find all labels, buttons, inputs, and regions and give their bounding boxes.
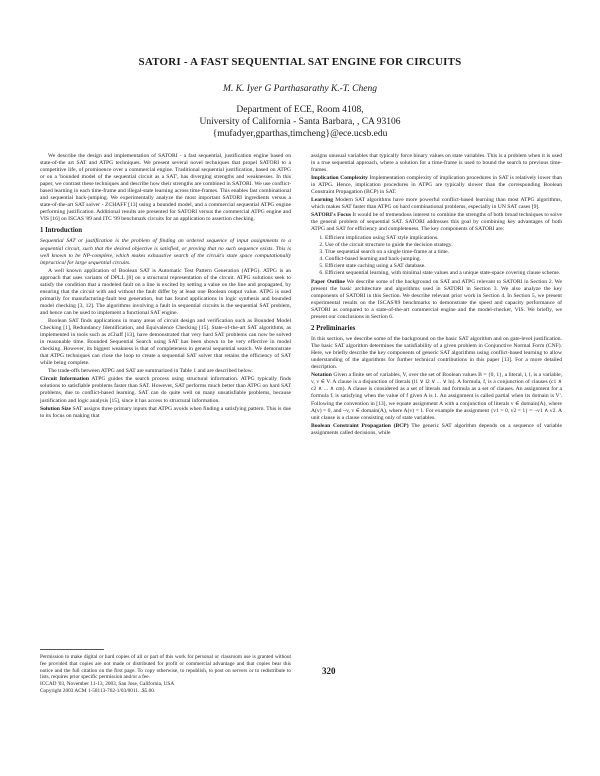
tradeoff-label: Circuit Information: [40, 376, 89, 383]
paper-authors: M. K. Iyer G Parthasarathy K.-T. Cheng: [223, 84, 377, 94]
bcp-label: Boolean Constraint Propagation (BCP): [311, 422, 409, 429]
section-heading-introduction: 1 Introduction: [40, 227, 82, 235]
footnote-divider: [40, 649, 104, 650]
page-number: 320: [322, 666, 336, 676]
conference-info: ICCAD '03, November 11-13, 2003, San Jose, California, USA: [40, 681, 175, 688]
tradeoff-label: Solution Size: [40, 405, 72, 412]
outline-label: Paper Outline: [311, 278, 345, 285]
list-item: 5. Efficient state caching using a SAT database.: [325, 263, 562, 270]
author-affiliation: [0, 104, 600, 140]
copyright-line: Copyright 2003 ACM 1-58113-762-1/03/0011...$5.00.: [40, 687, 156, 694]
author-emails: {mufadyer,gparthas,timcheng}@ece.ucsb.edu: [212, 129, 388, 139]
list-item: 3. True sequential search on a single time-frame at a time.: [325, 249, 562, 256]
list-item: 6. Efficient sequential learning, with minimal state values and a unique state-space covering clause scheme.: [325, 270, 562, 277]
focus-text: It would be of tremendous interest to combine the strengths of both broad techniques to solve the general problem of sequential SAT. SATORI addresses this goal by combining key advantages of both ATPG and SAT for efficiency and completeness. The key components of SATORI are:: [311, 212, 562, 233]
intro-paragraph-3: Boolean SAT finds applications in many areas of circuit design and verification such as Bounded Model Checking [1], Redundancy Identification, and Equivalence Checking [15]. State-of-the-art SAT algorithms, as implemented in tools such as zChaff [13], have demonstrated that very hard SAT problems can now be solved in reasonable time. Bounded Sequential Search using SAT has been shown to be very effective in model checking. However, its biggest weakness is that of completeness in general sequential search. We demonstrate that ATPG techniques can close the loop to create a sequential SAT solver that retains the efficiency of SAT while being complete.: [40, 317, 291, 367]
paper-title: SATORI - A FAST SEQUENTIAL SAT ENGINE FOR CIRCUITS: [138, 56, 462, 68]
key-components-list: [311, 235, 562, 277]
intro-paragraph-2: A well known application of Boolean SAT is Automatic Test Pattern Generation (ATPG). ATPG is an approach that uses variants of DPLL [8] on a structural representation of the circuit. ATPG solutions seek to satisfy the condition that a modeled fault on a line is excited by setting a value on the line and propagated, by ensuring that the circuit with and without the fault differ by at least one Boolean output value. ATPG is used primarily for manufacturing-fault test generation, but has found applications in logic synthesis and bounded model checking [3, 12]. The algorithms involving a fault in sequential circuits is the sequential SAT problem, and hence can be used to implement a functional SAT engine.: [40, 267, 291, 316]
continued-paragraph: assigns unusual variables that typically force binary values on state variables. This is a problem when it is used in a true sequential approach, where a solution for a time-frame is used to bound the search to previous time-frames.: [311, 153, 562, 174]
tradeoff-label: Implication Complexity: [311, 175, 368, 182]
outline-text: We describe some of the background on SAT and ATPG relevant to SATORI in Section 2. We present the basic architecture and algorithms used in SATORI in Section 3. We also analyze the key components of SATORI in this Section. We describe relevant prior work in Section 4. In Section 5, we present experimental results on the ISCAS'89 benchmarks to demonstrate the speed and capacity performance of SATORI as compared to a state-of-the-art commercial engine and the model-checker, VIS. We briefly, we present our conclusions in Section 6.: [311, 278, 562, 321]
satori-focus: [311, 212, 562, 233]
notation-paragraph: [311, 372, 562, 421]
copyright-footnote: [40, 654, 291, 695]
tradeoff-solution-size: [40, 406, 291, 420]
tradeoff-learning: [311, 197, 562, 211]
abstract: We describe the design and implementation of SATORI - a fast sequential, justification engine based on state-of-the art SAT and ATPG techniques. We present several novel techniques that propel SATORI to a competitive life, of prominence over a commercial engine. Traditional sequential justification, based on ATPG or on a 'bounded model of the sequential circuit as a SAT', has diverging strengths and weaknesses. In this paper, we contrast these techniques and describe how their strengths are combined in SATORI. We use conflict-based learning in each time-frame and illegal-state learning across time-frames. This enables fast combinational and sequential back-jumping. We experimentally analyze the most important SATORI ingredients versus a state-of-the-art SAT solver - ZCHAFF [13] using a bounded model, and a commercial sequential ATPG engine performing justification. Additional results are presented for SATORI versus the commercial ATPG engine and VIS [16] on ISCAS '89 and ITC '99 benchmark circuits for an application to assertion checking.: [40, 153, 291, 223]
tradeoff-text: ATPG guides the search process using structural information. ATPG typically finds solutions to satisfiable problems faster than SAT. However, SAT performs much better than ATPG on hard SAT problems, due to conflict-based learning. SAT can do quite well on many unsatisfiable problems, because justification and logic analysis [15], since it has access to structural information.: [40, 376, 291, 404]
bcp-text: The generic SAT algorithm depends on a sequence of variable assignments called decisions, while: [311, 422, 562, 436]
focus-label: SATORI's Focus: [311, 212, 352, 219]
list-item: 1. Efficient implication using SAT style implications.: [325, 235, 562, 242]
permission-text: Permission to make digital or hard copies of all or part of this work for personal or classroom use is granted without fee provided that copies are not made or distributed for profit or commercial advantage and that copies bear this notice and the full citation on the first page. To copy otherwise, to republish, to post on servers or to redistribute to lists, requires prior specific permission and/or a fee.: [40, 654, 291, 681]
tradeoff-label: Learning: [311, 197, 334, 204]
university: University of California - Santa Barbara, , CA 93106: [199, 117, 401, 127]
right-column: [311, 153, 562, 729]
tradeoff-text: SAT assigns three primary inputs that ATPG avoids when finding a satisfying pattern. This is due to its focus on making that: [40, 405, 291, 419]
notation-text: Given a finite set of variables, V, over the set of Boolean values B = {0, 1}, a literal, l, l, is a variable, v, v ∈ V. A clause is a disjunction of literals (l1 ∨ l2 ∨ ... ∨ ln). A formula, f, is a conjunction of clauses (c1 ∧ c2 ∧ ... ∧ cm). A clause is considered as a set of literals and formula as a set of clauses. An assignment for a formula f, is satisfying when the value of f given A is 1. An assignment is called partial when its domain is V'. Following the convention in [13], we equate assignment A with a conjunction of literals v ∈ domain(A), where A(v) = 0, and ¬v, v ∈ domain(A), where A(v) = 1. For example the assignment {v1 = 0, v2 = 1} = ¬v1 ∧ v2. A unit clause is a clause consisting only of state variables.: [311, 372, 562, 421]
left-column: [40, 153, 291, 649]
section-heading-preliminaries: 2 Preliminaries: [311, 325, 356, 333]
notation-label: Notation: [311, 372, 332, 379]
list-item: 2. Use of the circuit structure to guide the decision strategy.: [325, 242, 562, 249]
department: Department of ECE, Room 4108,: [236, 105, 364, 115]
intro-paragraph-4: The trade-offs between ATPG and SAT are summarized in Table 1 and are described below.: [48, 368, 253, 375]
tradeoff-text: Modern SAT algorithms have more powerful conflict-based learning than most ATPG algorithms, which makes SAT faster than ATPG on hard combinational problems, especially in UN SAT cases [9].: [311, 197, 562, 211]
tradeoff-circuit-information: [40, 376, 291, 404]
bcp-paragraph: [311, 423, 562, 437]
intro-paragraph-1: Sequential SAT or justification is the problem of finding an ordered sequence of input assignments to a sequential circuit, such that the desired objective is satisfied, or proving that no such sequence exists. This is well known to be NP-complete, which makes exhaustive search of the circuit's state space computationally impractical for large sequential circuits.: [40, 238, 291, 266]
tradeoff-implication-complexity: [311, 175, 562, 196]
paper-outline: [311, 279, 562, 321]
preliminaries-paragraph: In this section, we describe some of the background on the basic SAT algorithm and on gate-level justification. The basic SAT algorithm determines the satisfiability of a given problem in Conjunctive Normal Form (CNF). Here, we briefly describe the key components of generic SAT algorithms using conflict-based learning to allow understanding of the algorithms for further technical contributions in this paper [13]. For a more detailed description.: [311, 336, 562, 371]
tradeoff-text: Implementation complexity of implication procedures in SAT is relatively lower than in ATPG. Hence, implication procedures in ATPG are typically slower than the corresponding Boolean Constraint Propagation (BCP) in SAT.: [311, 175, 562, 196]
list-item: 4. Conflict-based learning and back-jumping.: [325, 256, 562, 263]
